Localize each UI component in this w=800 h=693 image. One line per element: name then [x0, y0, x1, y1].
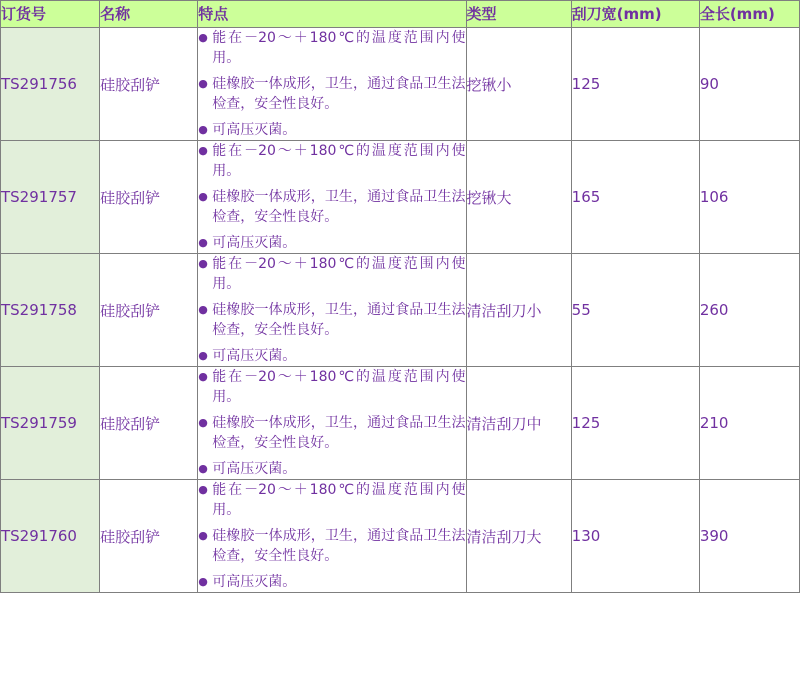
list-item: ● 硅橡胶一体成形，卫生，通过食品卫生法检查，安全性良好。: [198, 300, 465, 340]
cell-features: [198, 367, 466, 480]
list-item: ● 能在－20～＋180℃的温度范围内使用。: [198, 480, 465, 520]
column-header-blade-width: 刮刀宽(mm): [571, 1, 699, 28]
cell-order-code: TS291758: [1, 254, 100, 367]
list-item: ● 能在－20～＋180℃的温度范围内使用。: [198, 141, 465, 181]
feature-list: [198, 367, 465, 479]
cell-name: 硅胶刮铲: [100, 480, 198, 593]
cell-name: 硅胶刮铲: [100, 28, 198, 141]
cell-total-length: 260: [699, 254, 799, 367]
list-item: ● 硅橡胶一体成形，卫生，通过食品卫生法检查，安全性良好。: [198, 526, 465, 566]
column-header-type: 类型: [466, 1, 571, 28]
cell-blade-width: 55: [571, 254, 699, 367]
feature-list: [198, 254, 465, 366]
list-item: ● 硅橡胶一体成形，卫生，通过食品卫生法检查，安全性良好。: [198, 74, 465, 114]
cell-features: [198, 480, 466, 593]
cell-name: 硅胶刮铲: [100, 367, 198, 480]
list-item: ● 可高压灭菌。: [198, 459, 465, 479]
cell-order-code: TS291759: [1, 367, 100, 480]
cell-name: 硅胶刮铲: [100, 254, 198, 367]
cell-blade-width: 125: [571, 367, 699, 480]
table-row: [1, 367, 800, 480]
cell-type: 清洁刮刀大: [466, 480, 571, 593]
cell-order-code: TS291757: [1, 141, 100, 254]
column-header-name: 名称: [100, 1, 198, 28]
list-item: ● 可高压灭菌。: [198, 233, 465, 253]
cell-name: 硅胶刮铲: [100, 141, 198, 254]
table-row: [1, 254, 800, 367]
cell-type: 挖锹小: [466, 28, 571, 141]
cell-features: [198, 141, 466, 254]
cell-order-code: TS291756: [1, 28, 100, 141]
list-item: ● 硅橡胶一体成形，卫生，通过食品卫生法检查，安全性良好。: [198, 187, 465, 227]
cell-blade-width: 130: [571, 480, 699, 593]
cell-features: [198, 254, 466, 367]
table-row: [1, 141, 800, 254]
cell-total-length: 90: [699, 28, 799, 141]
table-row: [1, 28, 800, 141]
cell-blade-width: 165: [571, 141, 699, 254]
cell-order-code: TS291760: [1, 480, 100, 593]
list-item: ● 能在－20～＋180℃的温度范围内使用。: [198, 254, 465, 294]
column-header-order-code: 订货号: [1, 1, 100, 28]
list-item: ● 能在－20～＋180℃的温度范围内使用。: [198, 28, 465, 68]
table-row: [1, 480, 800, 593]
cell-type: 挖锹大: [466, 141, 571, 254]
feature-list: [198, 141, 465, 253]
table-header: [1, 1, 800, 28]
cell-type: 清洁刮刀中: [466, 367, 571, 480]
cell-features: [198, 28, 466, 141]
list-item: ● 可高压灭菌。: [198, 572, 465, 592]
table-body: [1, 28, 800, 593]
cell-type: 清洁刮刀小: [466, 254, 571, 367]
cell-total-length: 210: [699, 367, 799, 480]
column-header-features: 特点: [198, 1, 466, 28]
feature-list: [198, 28, 465, 140]
list-item: ● 硅橡胶一体成形，卫生，通过食品卫生法检查，安全性良好。: [198, 413, 465, 453]
cell-total-length: 390: [699, 480, 799, 593]
list-item: ● 能在－20～＋180℃的温度范围内使用。: [198, 367, 465, 407]
list-item: ● 可高压灭菌。: [198, 120, 465, 140]
cell-total-length: 106: [699, 141, 799, 254]
cell-blade-width: 125: [571, 28, 699, 141]
column-header-total-length: 全长(mm): [699, 1, 799, 28]
table-header-row: [1, 1, 800, 28]
list-item: ● 可高压灭菌。: [198, 346, 465, 366]
feature-list: [198, 480, 465, 592]
